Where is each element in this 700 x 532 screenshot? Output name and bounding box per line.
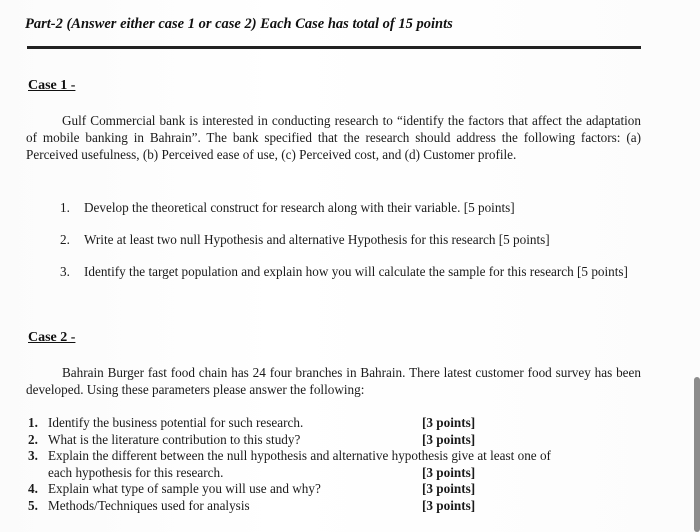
part-title: Part-2 (Answer either case 1 or case 2) Each Case has total of 15 points [25,16,453,32]
case1-heading: Case 1 - [28,78,76,93]
vertical-scrollbar[interactable] [694,377,700,532]
question-text: Write at least two null Hypothesis and alternative Hypothesis for this research [5 points] [84,232,550,247]
question-text: What is the literature contribution to this study? [48,431,301,447]
question-points: [3 points] [422,415,476,430]
question-text: Identify the target population and explain how you will calculate the sample for this research [5 points] [84,264,628,279]
question-number: 1. [60,200,70,215]
question-text-continued: each hypothesis for this research. [48,464,224,480]
case1-question-2 [60,231,645,248]
case2-question-5 [28,498,643,515]
question-number: 2. [60,232,70,247]
case2-heading: Case 2 - [28,330,76,345]
case2-question-2 [28,432,643,449]
question-text: Explain what type of sample you will use and why? [48,481,321,497]
case2-paragraph: Bahrain Burger fast food chain has 24 four branches in Bahrain. There latest customer food survey has been developed. Using these parameters please answer the following: [26,365,641,397]
question-number: 3. [28,448,38,464]
header-divider [27,46,641,49]
question-number: 1. [28,415,38,430]
case1-paragraph: Gulf Commercial bank is interested in conducting research to “identify the factors that affect the adaptation of mobile banking in Bahrain”. The bank specified that the research should address the following factors: (a) Perceived usefulness, (b) Perceived ease of use, (c) Perceived cost, and (d) Customer profile. [26,113,641,162]
question-text: Explain the different between the null hypothesis and alternative hypothesis give at least one of [48,448,551,464]
case2-question-3-continued [28,465,643,482]
question-points: [3 points] [422,497,476,513]
question-number: 5. [28,497,38,513]
question-text: Develop the theoretical construct for research along with their variable. [5 points] [84,200,515,215]
question-points: [3 points] [422,481,476,497]
question-number: 2. [28,431,38,447]
question-number: 3. [60,264,70,279]
question-text: Methods/Techniques used for analysis [48,497,250,513]
case2-question-1 [28,415,643,432]
case1-question-3 [60,263,645,280]
case2-question-list [28,415,643,515]
question-points: [3 points] [422,464,476,480]
question-points: [3 points] [422,431,476,447]
case1-question-1 [60,199,645,216]
case2-question-4 [28,481,643,498]
question-text: Identify the business potential for such research. [48,415,304,430]
case2-question-3 [28,448,643,465]
question-number: 4. [28,481,38,497]
